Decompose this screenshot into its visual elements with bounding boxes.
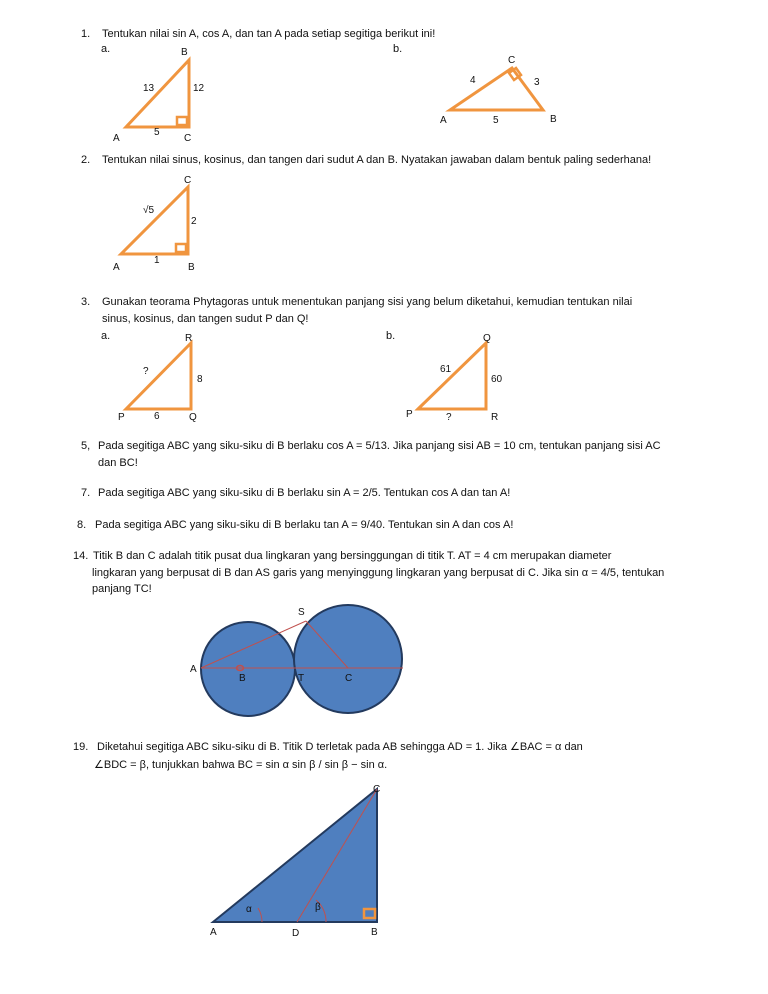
q1b-triangle [450,68,543,110]
q1b-ab-label: 5 [493,115,499,126]
q2-hyp-label: √5 [143,205,155,216]
q5-line2: dan BC! [98,457,138,469]
q14-point-s: S [298,607,305,618]
q1a-hyp-label: 13 [143,83,155,94]
q3a-vertex-p: P [118,412,125,423]
q3b-vertex-p: P [406,409,413,420]
q2-text: Tentukan nilai sinus, kosinus, dan tangen dari sudut A dan B. Nyatakan jawaban dalam bentuk paling sederhana! [102,154,652,166]
q3a-base-label: 6 [154,411,160,422]
q19-angle-beta: β [315,902,321,913]
q14-circles-figure [201,605,403,716]
q14-number: 14. [73,550,89,562]
q7-text: Pada segitiga ABC yang siku-siku di B berlaku sin A = 2/5. Tentukan cos A dan tan A! [98,487,511,499]
q1b-part-label: b. [393,43,403,55]
q19-number: 19. [73,741,89,753]
q3b-triangle [418,343,486,409]
q3b-base-label: ? [446,412,452,423]
q1a-vertex-a: A [113,133,120,144]
q3b-vertex-r: R [491,412,499,423]
q1b-vertex-a: A [440,115,447,126]
q3a-vertex-q: Q [189,412,197,423]
q3-line1: Gunakan teorama Phytagoras untuk menentukan panjang sisi yang belum diketahui, kemudian tentukan nilai [102,296,633,308]
q19-line1: Diketahui segitiga ABC siku-siku di B. Titik D terletak pada AB sehingga AD = 1. Jika ∠BAC = α dan [97,741,583,753]
q19-triangle-figure [213,789,377,922]
q3a-hyp-label: ? [143,366,149,377]
q1a-vertex-c: C [184,133,192,144]
q3-line2: sinus, kosinus, dan tangen sudut P dan Q! [102,313,309,325]
q19-angle-alpha: α [246,904,252,915]
q3-number: 3. [81,296,91,308]
q14-line1: Titik B dan C adalah titik pusat dua lingkaran yang bersinggungan di titik T. AT = 4 cm merupakan diameter [93,550,612,562]
q2-vert-label: 2 [191,216,197,227]
q1a-vertex-b: B [181,47,188,58]
q1a-triangle [126,60,189,127]
q1a-vert-label: 12 [193,83,205,94]
q5-line1: Pada segitiga ABC yang siku-siku di B berlaku cos A = 5/13. Jika panjang sisi AB = 10 cm, tentukan panjang sisi AC [98,440,661,452]
q3a-vertex-r: R [185,333,193,344]
q3b-part-label: b. [386,330,396,342]
q1b-vertex-c: C [508,55,516,66]
q1b-cb-label: 3 [534,77,540,88]
q14-point-c: C [345,673,353,684]
q14-line3: panjang TC! [92,583,152,595]
q2-vertex-a: A [113,262,120,273]
q3b-vert-label: 60 [491,374,503,385]
q3a-triangle [126,343,191,409]
q3b-hyp-label: 61 [440,364,452,375]
q14-point-b: B [239,673,246,684]
q14-line2: lingkaran yang berpusat di B dan AS garis yang menyinggung lingkaran yang berpusat di C. Jika sin α = 4/5, tentukan [92,567,665,579]
q8-number: 8. [77,519,87,531]
q2-number: 2. [81,154,91,166]
q1b-vertex-b: B [550,114,557,125]
q3a-part-label: a. [101,330,111,342]
q19-point-a: A [210,927,217,938]
q3a-vert-label: 8 [197,374,203,385]
q2-base-label: 1 [154,255,160,266]
q5-number: 5, [81,440,91,452]
q2-triangle [121,187,188,254]
q7-number: 7. [81,487,91,499]
q1a-base-label: 5 [154,127,160,138]
q3b-vertex-q: Q [483,333,491,344]
q2-vertex-c: C [184,175,192,186]
q1-number: 1. [81,28,91,40]
q1b-ac-label: 4 [470,75,476,86]
q1-text: Tentukan nilai sin A, cos A, dan tan A pada setiap segitiga berikut ini! [102,28,436,40]
q8-text: Pada segitiga ABC yang siku-siku di B berlaku tan A = 9/40. Tentukan sin A dan cos A! [95,519,514,531]
q19-point-b: B [371,927,378,938]
q14-point-t: T [298,673,305,684]
q19-point-c: C [373,784,381,795]
q19-point-d: D [292,928,300,939]
q19-line2: ∠BDC = β, tunjukkan bahwa BC = sin α sin β / sin β − sin α. [94,759,388,771]
q1a-part-label: a. [101,43,111,55]
q2-vertex-b: B [188,262,195,273]
q14-point-a: A [190,664,197,675]
